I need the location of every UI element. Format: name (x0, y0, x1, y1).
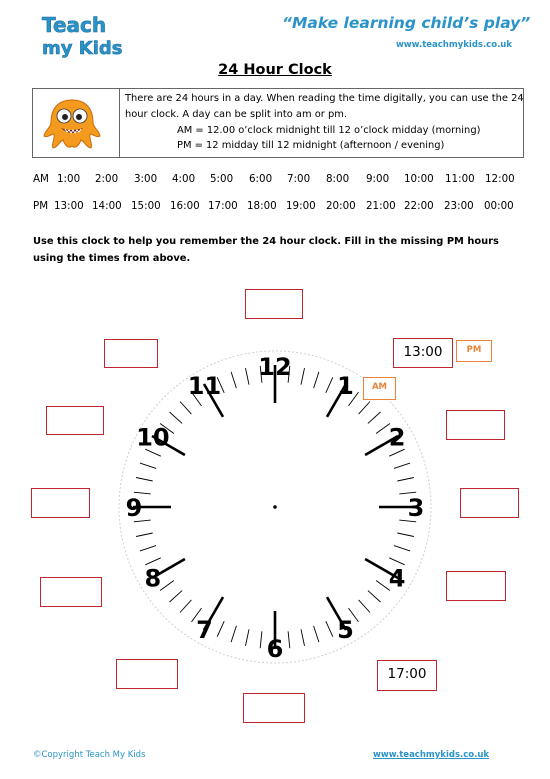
worksheet-title: 24 Hour Clock (218, 62, 332, 78)
clock-numeral: 1 (337, 371, 354, 400)
pm-time: 00:00 (484, 200, 514, 212)
answer-box-5[interactable]: 17:00 (377, 660, 437, 691)
clock-numeral: 6 (266, 635, 284, 663)
minute-tick (397, 478, 414, 482)
am-time: 3:00 (134, 173, 158, 185)
clock-numeral: 4 (388, 564, 406, 593)
pm-time: 17:00 (208, 200, 238, 212)
answer-box-8[interactable] (40, 577, 102, 607)
minute-tick (246, 368, 250, 385)
pm-time: 21:00 (366, 200, 396, 212)
minute-tick (170, 412, 183, 423)
minute-tick (246, 629, 250, 646)
answer-box-6[interactable] (243, 693, 305, 723)
minute-tick (180, 600, 191, 613)
minute-tick (288, 631, 290, 648)
minute-tick (359, 402, 370, 415)
minute-tick (394, 546, 410, 551)
clock-center-dot (273, 505, 277, 509)
minute-tick (217, 621, 224, 637)
footer-url[interactable]: www.teachmykids.co.uk (373, 750, 490, 760)
pm-time: 19:00 (286, 200, 316, 212)
am-time: 8:00 (326, 173, 350, 185)
info-line-1: There are 24 hours in a day. When reading the time digitally, you can use the 24 (125, 93, 524, 104)
pm-time: 18:00 (247, 200, 277, 212)
clock-numeral: 7 (196, 616, 213, 645)
am-label: AM (33, 173, 49, 185)
minute-tick (394, 463, 410, 468)
answer-box-12[interactable] (245, 289, 303, 319)
pm-time: 22:00 (404, 200, 434, 212)
am-time: 11:00 (445, 173, 475, 185)
answer-box-4[interactable] (446, 571, 506, 601)
minute-tick (359, 600, 370, 613)
clock-numeral: 8 (144, 564, 162, 593)
pm-tag: PM (456, 340, 492, 362)
minute-tick (231, 626, 236, 642)
logo-text-top: Teach (42, 13, 107, 37)
clock-numeral: 11 (187, 371, 222, 400)
minute-tick (140, 463, 156, 468)
am-time: 2:00 (95, 173, 119, 185)
am-time: 5:00 (210, 173, 234, 185)
instructions-line-2: using the times from above. (33, 253, 191, 264)
minute-tick (397, 533, 414, 537)
answer-box-10[interactable] (46, 406, 104, 435)
am-tag: AM (363, 377, 396, 400)
minute-tick (136, 533, 153, 537)
slogan: “Make learning child’s play” (282, 14, 531, 32)
clock-numeral: 9 (125, 494, 143, 522)
minute-tick (326, 377, 333, 393)
am-time: 1:00 (57, 173, 81, 185)
minute-tick (301, 629, 305, 646)
answer-box-3[interactable] (460, 488, 519, 518)
minute-tick (180, 402, 191, 415)
minute-tick (136, 478, 153, 482)
info-line-pm: PM = 12 midday till 12 midnight (afternoon / evening) (177, 140, 445, 151)
pm-time: 16:00 (170, 200, 200, 212)
minute-tick (170, 591, 183, 602)
minute-tick (326, 621, 333, 637)
am-time: 10:00 (404, 173, 434, 185)
am-time: 9:00 (366, 173, 390, 185)
instructions-line-1: Use this clock to help you remember the 24 hour clock. Fill in the missing PM hours (33, 236, 499, 247)
clock-numeral: 12 (258, 353, 292, 381)
minute-tick (160, 581, 174, 591)
answer-box-7[interactable] (116, 659, 178, 689)
am-time: 12:00 (485, 173, 515, 185)
info-line-2: hour clock. A day can be split into am or pm. (125, 109, 347, 120)
answer-box-9[interactable] (31, 488, 90, 518)
am-time: 6:00 (249, 173, 273, 185)
clock-numeral: 5 (337, 616, 354, 645)
header-url: www.teachmykids.co.uk (395, 40, 512, 50)
info-line-am: AM = 12.00 o’clock midnight till 12 o’clock midday (morning) (177, 125, 481, 136)
pm-time: 15:00 (131, 200, 161, 212)
minute-tick (368, 412, 381, 423)
logo-text-bottom: my Kids (42, 38, 122, 59)
clock-numeral: 2 (388, 423, 406, 452)
minute-tick (231, 372, 236, 388)
minute-tick (260, 631, 262, 648)
answer-box-2[interactable] (446, 410, 505, 440)
answer-box-11[interactable] (104, 339, 158, 368)
clock-numeral: 10 (136, 423, 170, 452)
minute-tick (368, 591, 381, 602)
pm-label: PM (33, 200, 49, 212)
pm-time: 14:00 (92, 200, 122, 212)
am-time: 7:00 (287, 173, 311, 185)
clock-numeral: 3 (407, 494, 425, 522)
pm-time: 13:00 (54, 200, 84, 212)
footer-copyright: ©Copyright Teach My Kids (33, 750, 146, 760)
minute-tick (314, 372, 319, 388)
minute-tick (140, 546, 156, 551)
pm-time: 23:00 (444, 200, 474, 212)
pm-time: 20:00 (326, 200, 356, 212)
minute-tick (301, 368, 305, 385)
am-time: 4:00 (172, 173, 196, 185)
minute-tick (314, 626, 319, 642)
answer-box-1[interactable]: 13:00 (393, 338, 453, 368)
